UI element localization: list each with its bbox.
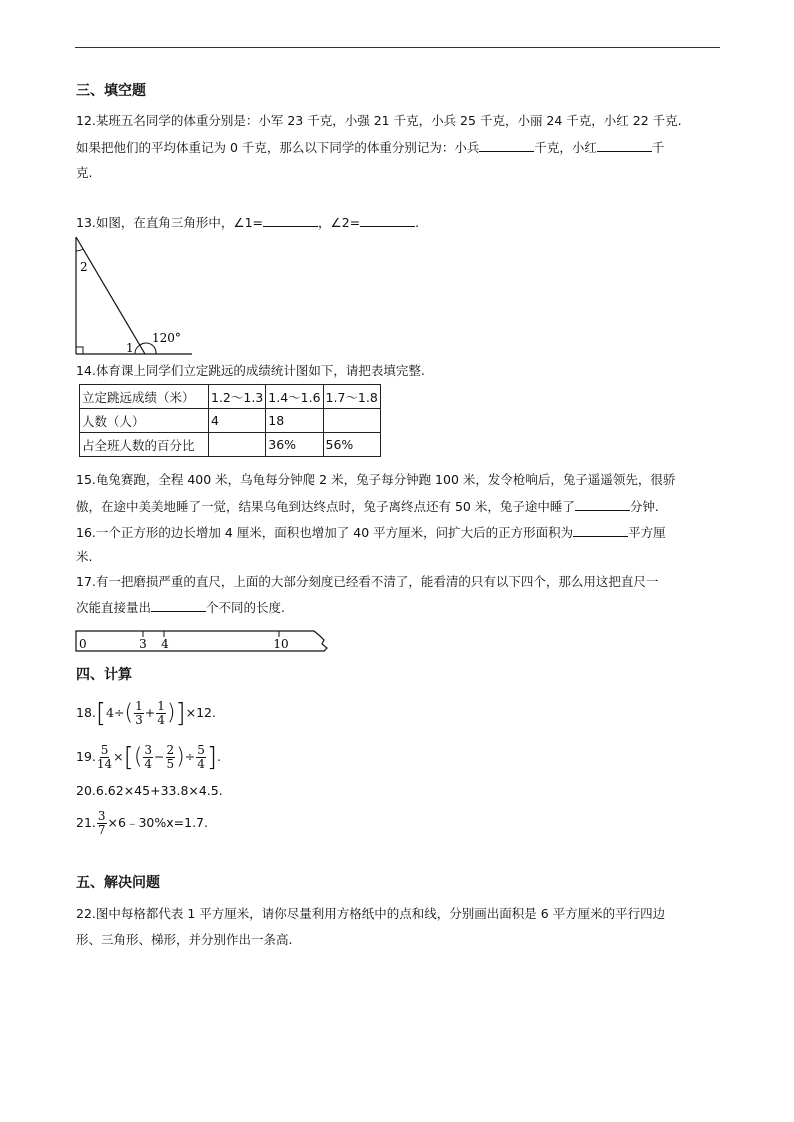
q12-blank-xiaohong[interactable] <box>597 139 652 152</box>
table-row <box>80 385 381 409</box>
q15-blank-minutes[interactable] <box>575 498 630 511</box>
angle1-label: 1 <box>126 341 134 355</box>
angle2-label: 2 <box>80 260 88 274</box>
q12-line3: 克. <box>76 165 93 180</box>
ruler-label: 0 <box>79 637 87 651</box>
q13-blank-angle2[interactable] <box>360 214 415 227</box>
q20-expression: 20.6.62×45+33.8×4.5. <box>76 783 223 798</box>
table-cell: 18 <box>266 409 323 433</box>
fraction: $\frac{3}{7}$ <box>97 809 106 837</box>
ruler-label: 4 <box>161 637 169 651</box>
ruler-label: 10 <box>273 637 289 651</box>
angle2-arc <box>76 249 83 251</box>
table-cell: 4 <box>209 409 266 433</box>
q17-line2: 次能直接量出 个不同的长度. <box>76 600 285 615</box>
q16-blank-area[interactable] <box>573 524 628 537</box>
table-cell: 36% <box>266 433 323 457</box>
q22-line1: 22.图中每格都代表 1 平方厘米，请你尽量利用方格纸中的点和线，分别画出面积是 6 平方厘米的平行四边 <box>76 906 666 921</box>
table-row <box>80 409 381 433</box>
q22-line2: 形、三角形、梯形，并分别作出一条高. <box>76 932 293 947</box>
fraction: $\frac{3}{4}$ <box>144 743 153 771</box>
fraction: $\frac{2}{5}$ <box>166 743 175 771</box>
section-title-fill-in: 三、填空题 <box>76 83 146 99</box>
q18-expression: 18.[4÷( $\frac{1}{3}$ + $\frac{1}{4}$ )]×12. <box>76 698 216 729</box>
q14-text: 14.体育课上同学们立定跳远的成绩统计图如下，请把表填完整. <box>76 363 425 378</box>
long-jump-table <box>79 384 381 457</box>
table-cell-blank[interactable] <box>209 433 266 457</box>
triangle-hypotenuse <box>76 237 145 354</box>
q15-line1: 15.龟兔赛跑，全程 400 米，乌龟每分钟爬 2 米，兔子每分钟跑 100 米，发令枪响后，兔子遥遥领先，很骄 <box>76 472 676 487</box>
angle1-arc <box>135 345 140 354</box>
q16-line1: 16.一个正方形的边长增加 4 厘米，面积也增加了 40 平方厘米，问扩大后的正方形面积为 平方厘 <box>76 525 666 540</box>
q21-equation: 21. $\frac{3}{7}$ ×6﹣30%x=1.7. <box>76 809 208 837</box>
q13-blank-angle1[interactable] <box>263 214 318 227</box>
exterior-angle-label: 120° <box>152 331 181 345</box>
header-rule <box>75 47 720 48</box>
table-row <box>80 433 381 457</box>
broken-ruler-figure <box>74 628 332 654</box>
q17-blank-count[interactable] <box>151 599 206 612</box>
q13-text: 13.如图，在直角三角形中，∠1= ，∠2= . <box>76 215 420 230</box>
table-cell: 1.7～1.8 <box>323 385 380 409</box>
table-cell: 1.2～1.3 <box>209 385 266 409</box>
q19-expression: 19. $\frac{5}{14}$ ×[( $\frac{3}{4}$ − $\frac{2}{5}$ )÷ $\frac{5}{4}$ ]. <box>76 742 222 773</box>
ruler-label: 3 <box>139 637 147 651</box>
q17-line1: 17.有一把磨损严重的直尺，上面的大部分刻度已经看不清了，能看清的只有以下四个，那么用这把直尺一 <box>76 574 659 589</box>
q16-line2: 米. <box>76 549 93 564</box>
table-cell: 56% <box>323 433 380 457</box>
fraction: $\frac{1}{4}$ <box>157 699 165 727</box>
table-cell: 占全班人数的百分比 <box>80 433 209 457</box>
table-cell: 1.4～1.6 <box>266 385 323 409</box>
q12-line1: 12.某班五名同学的体重分别是：小军 23 千克，小强 21 千克，小兵 25 千克，小丽 24 千克，小红 22 千克. <box>76 113 682 128</box>
fraction: $\frac{5}{14}$ <box>96 743 113 771</box>
fraction: $\frac{5}{4}$ <box>197 743 205 771</box>
table-cell-blank[interactable] <box>323 409 380 433</box>
table-cell: 立定跳远成绩（米） <box>80 385 209 409</box>
right-angle-mark <box>76 347 83 354</box>
right-triangle-figure <box>70 234 200 359</box>
section-title-problem-solving: 五、解决问题 <box>76 875 160 891</box>
fraction: $\frac{1}{3}$ <box>135 699 143 727</box>
ruler-outline <box>76 631 327 651</box>
q12-line2: 如果把他们的平均体重记为 0 千克，那么以下同学的体重分别记为：小兵 千克，小红 千 <box>76 140 665 155</box>
section-title-calculation: 四、计算 <box>76 667 132 683</box>
table-cell: 人数（人） <box>80 409 209 433</box>
q12-blank-xiaobing[interactable] <box>479 139 534 152</box>
q15-line2: 傲，在途中美美地睡了一觉，结果乌龟到达终点时，兔子离终点还有 50 米，兔子途中睡了 分钟. <box>76 499 659 514</box>
